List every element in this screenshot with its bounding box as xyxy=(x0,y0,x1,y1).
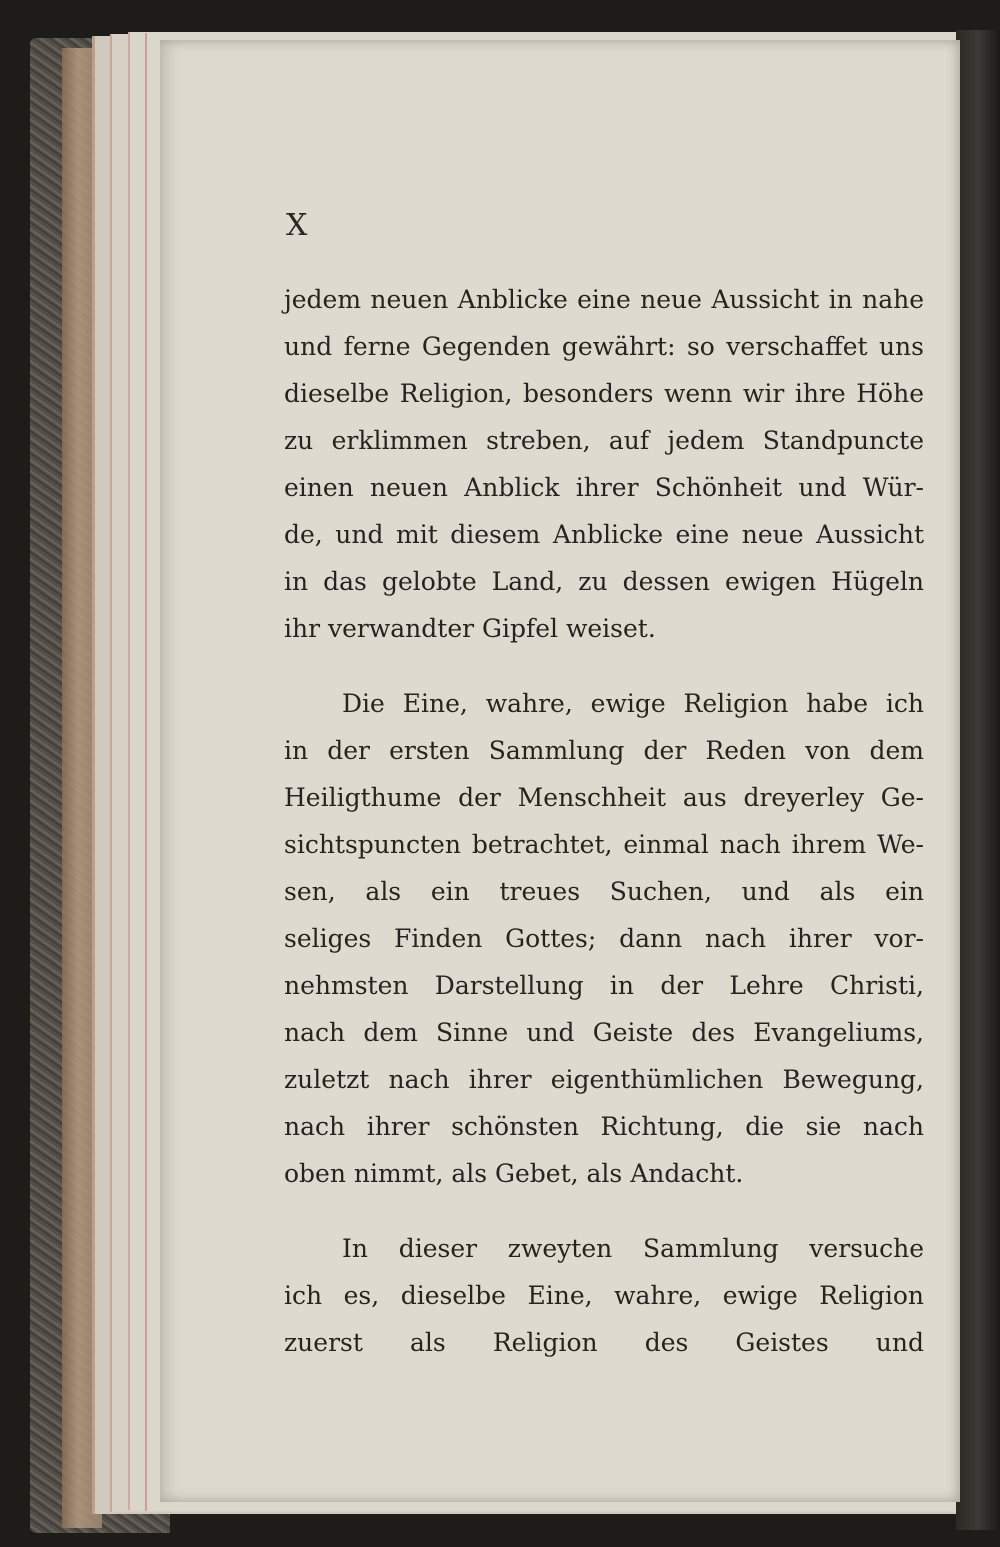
text-line: sen, als ein treues Suchen, und als ein xyxy=(284,877,924,906)
text-line: nach ihrer schönsten Richtung, die sie nach xyxy=(284,1112,924,1141)
text-line: de, und mit diesem Anblicke eine neue Aussicht xyxy=(284,520,924,549)
book-page xyxy=(160,40,960,1502)
page-text xyxy=(284,276,924,1366)
paragraph-3 xyxy=(284,1225,924,1366)
paragraph-gap xyxy=(284,1197,924,1225)
text-line: ihr verwandter Gipfel weiset. xyxy=(284,614,656,643)
facing-page-edge xyxy=(956,30,1000,1530)
text-line: jedem neuen Anblicke eine neue Aussicht in nahe xyxy=(284,285,924,314)
page-number: X xyxy=(286,208,309,243)
text-line: sichtspuncten betrachtet, einmal nach ihrem We- xyxy=(284,830,924,859)
paragraph-gap xyxy=(284,652,924,680)
text-line: zu erklimmen streben, auf jedem Standpuncte xyxy=(284,426,924,455)
text-line: nach dem Sinne und Geiste des Evangeliums, xyxy=(284,1018,924,1047)
text-line: dieselbe Religion, besonders wenn wir ihre Höhe xyxy=(284,379,924,408)
text-line: in das gelobte Land, zu dessen ewigen Hügeln xyxy=(284,567,924,596)
text-line: oben nimmt, als Gebet, als Andacht. xyxy=(284,1159,744,1188)
text-line: und ferne Gegenden gewährt: so verschaffet uns xyxy=(284,332,924,361)
text-line: ich es, dieselbe Eine, wahre, ewige Religion xyxy=(284,1281,924,1310)
text-line: zuerst als Religion des Geistes und xyxy=(284,1328,924,1357)
text-line: Die Eine, wahre, ewige Religion habe ich xyxy=(342,689,924,718)
text-line: zuletzt nach ihrer eigenthümlichen Bewegung, xyxy=(284,1065,924,1094)
text-line: seliges Finden Gottes; dann nach ihrer vor- xyxy=(284,924,924,953)
text-line: Heiligthume der Menschheit aus dreyerley Ge- xyxy=(284,783,924,812)
paragraph-1 xyxy=(284,276,924,652)
text-line: In dieser zweyten Sammlung versuche xyxy=(342,1234,924,1263)
text-line: einen neuen Anblick ihrer Schönheit und Wür- xyxy=(284,473,924,502)
paragraph-2 xyxy=(284,680,924,1197)
text-line: nehmsten Darstellung in der Lehre Christi, xyxy=(284,971,924,1000)
text-line: in der ersten Sammlung der Reden von dem xyxy=(284,736,924,765)
